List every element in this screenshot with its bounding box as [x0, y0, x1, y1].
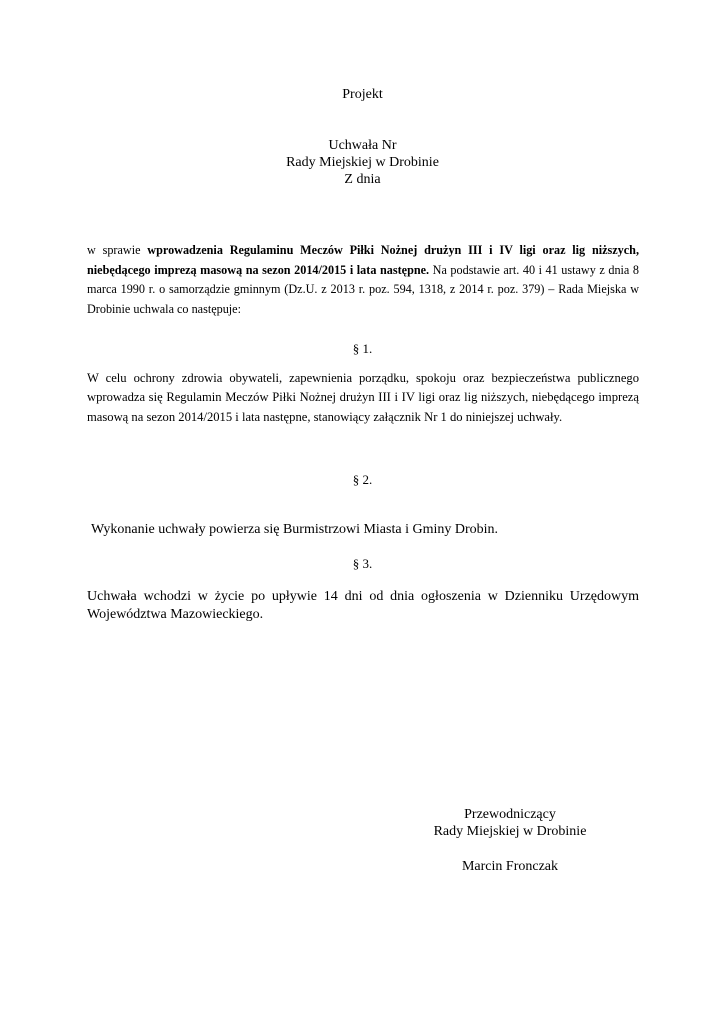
section-3-mark: § 3.: [352, 556, 373, 571]
intro-subject: wprowadzenia Regulaminu Meczów Piłki Nożnej drużyn III i IV ligi oraz lig niższych, niebędącego imprezą masową na sezon 2014/2015 i lata następne.: [87, 243, 639, 277]
section-2-text: Wykonanie uchwały powierza się Burmistrzowi Miasta i Gminy Drobin.: [91, 522, 499, 537]
intro-prefix: w sprawie: [87, 243, 148, 257]
signature-council: Rady Miejskiej w Drobinie: [433, 824, 587, 839]
signature-role: Przewodniczący: [464, 807, 556, 822]
section-3-text: Uchwała wchodzi w życie po upływie 14 dni od dnia ogłoszenia w Dzienniku Urzędowym Województwa Mazowieckiego.: [87, 589, 639, 622]
intro-legal-basis: Na podstawie art. 40 i 41 ustawy z dnia 8 marca 1990 r. o samorządzie gminnym (Dz.U. z 2013 r. poz. 594, 1318, z 2014 r. poz. 379) – Rada Miejska w Drobinie uchwala co następuje:: [87, 262, 639, 316]
section-1-text: W celu ochrony zdrowia obywateli, zapewnienia porządku, spokoju oraz bezpieczeństwa publicznego wprowadza się Regulamin Meczów Piłki Nożnej drużyn III i IV ligi oraz lig niższych, niebędącego imprezą masową na sezon 2014/2015 i lata następne, stanowiący załącznik Nr 1 do niniejszej uchwały.: [87, 371, 639, 424]
title-line-council: Rady Miejskiej w Drobinie: [286, 155, 439, 170]
resolution-intro: [87, 241, 639, 319]
title-line-number: Uchwała Nr: [328, 138, 397, 153]
section-2-mark: § 2.: [352, 472, 373, 487]
section-1-mark: § 1.: [352, 341, 373, 356]
title-line-date: Z dnia: [344, 172, 381, 187]
draft-header: Projekt: [342, 87, 383, 102]
resolution-title: [0, 137, 725, 188]
signature-name: Marcin Fronczak: [461, 859, 559, 874]
